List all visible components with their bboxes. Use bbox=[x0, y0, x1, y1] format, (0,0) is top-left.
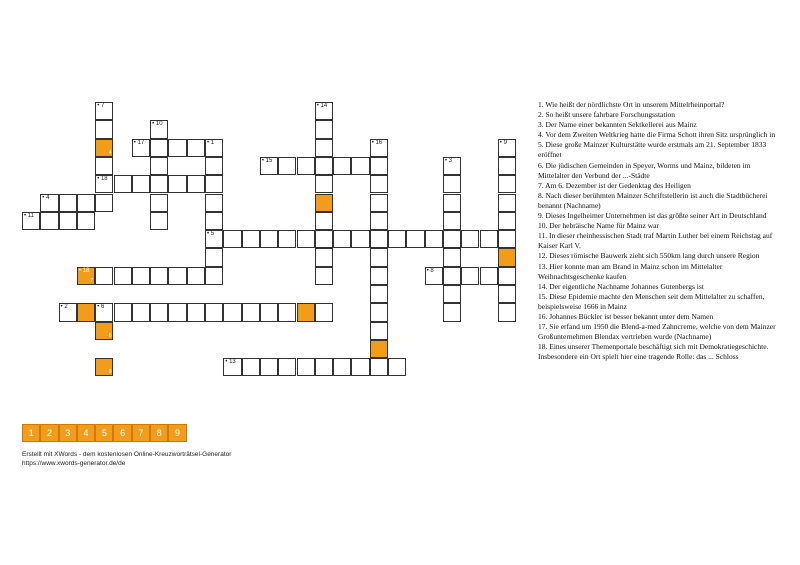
grid-cell[interactable] bbox=[370, 175, 388, 193]
grid-cell[interactable] bbox=[187, 175, 205, 193]
grid-cell[interactable] bbox=[150, 303, 168, 321]
grid-cell[interactable] bbox=[315, 212, 333, 230]
solution-box[interactable]: 3 bbox=[59, 424, 77, 442]
grid-cell[interactable] bbox=[498, 212, 516, 230]
clue-list bbox=[538, 100, 782, 362]
grid-cell[interactable] bbox=[315, 230, 333, 248]
grid-cell[interactable] bbox=[77, 194, 95, 212]
clue-text: 17. Sie erfand um 1950 die Blend-a-med Zahncreme, welche von dem Mainzer Großunternehmen Blendax vertrieben wurde (Nachname) bbox=[538, 322, 776, 342]
solution-cell[interactable] bbox=[77, 303, 95, 321]
grid-cell[interactable] bbox=[315, 139, 333, 157]
grid-cell[interactable] bbox=[260, 230, 278, 248]
grid-cell[interactable] bbox=[370, 322, 388, 340]
grid-cell[interactable] bbox=[205, 139, 223, 157]
grid-cell[interactable] bbox=[370, 303, 388, 321]
solution-box[interactable]: 6 bbox=[113, 424, 131, 442]
clue-number: • 5 bbox=[207, 231, 215, 238]
clue-number: • 13 bbox=[225, 359, 236, 366]
grid-cell[interactable] bbox=[333, 157, 351, 175]
grid-cell[interactable] bbox=[315, 267, 333, 285]
grid-cell[interactable] bbox=[150, 120, 168, 138]
grid-cell[interactable] bbox=[223, 303, 241, 321]
grid-cell[interactable] bbox=[187, 303, 205, 321]
grid-cell[interactable] bbox=[498, 230, 516, 248]
grid-cell[interactable] bbox=[278, 358, 296, 376]
grid-cell[interactable] bbox=[443, 194, 461, 212]
clue-number: • 1 bbox=[207, 139, 215, 146]
grid-cell[interactable] bbox=[150, 139, 168, 157]
grid-cell[interactable] bbox=[95, 120, 113, 138]
grid-cell[interactable] bbox=[59, 212, 77, 230]
solution-cell[interactable] bbox=[77, 267, 95, 285]
clue-text: 16. Johannes Bückler ist besser bekannt unter dem Namen bbox=[538, 311, 714, 321]
solution-index: 7 bbox=[90, 277, 94, 284]
grid-cell[interactable] bbox=[150, 212, 168, 230]
grid-cell[interactable] bbox=[223, 230, 241, 248]
grid-cell[interactable] bbox=[187, 267, 205, 285]
grid-cell[interactable] bbox=[22, 212, 40, 230]
clue-text: 15. Diese Epidemie machte den Menschen seit dem Mittelalter zu schaffen, beispielsweise 1666 in Mainz bbox=[538, 291, 765, 311]
solution-box[interactable]: 1 bbox=[22, 424, 40, 442]
grid-cell[interactable] bbox=[388, 230, 406, 248]
clue-text: 12. Dieses römische Bauwerk zieht sich 550km lang durch unsere Region bbox=[538, 251, 760, 261]
grid-cell[interactable] bbox=[370, 139, 388, 157]
solution-cell[interactable] bbox=[297, 303, 315, 321]
grid-cell[interactable] bbox=[59, 194, 77, 212]
grid-cell[interactable] bbox=[278, 157, 296, 175]
grid-cell[interactable] bbox=[205, 157, 223, 175]
grid-cell[interactable] bbox=[114, 303, 132, 321]
grid-cell[interactable] bbox=[205, 230, 223, 248]
grid-cell[interactable] bbox=[260, 303, 278, 321]
solution-box[interactable]: 7 bbox=[132, 424, 150, 442]
clue-text: 8. Nach dieser berühmten Mainzer Schriftstellerin ist auch die Stadtbücherei benannt (Nachname) bbox=[538, 190, 768, 210]
clue-text: 2. So heißt unsere fahrbare Forschungsstation bbox=[538, 110, 676, 120]
solution-cell[interactable] bbox=[315, 194, 333, 212]
grid-cell[interactable] bbox=[370, 212, 388, 230]
grid-cell[interactable] bbox=[168, 267, 186, 285]
grid-cell[interactable] bbox=[406, 230, 424, 248]
clue-number: • 7 bbox=[97, 103, 105, 109]
grid-cell[interactable] bbox=[150, 175, 168, 193]
grid-cell[interactable] bbox=[443, 157, 461, 175]
grid-cell[interactable] bbox=[370, 230, 388, 248]
grid-cell[interactable] bbox=[242, 230, 260, 248]
grid-cell[interactable] bbox=[333, 230, 351, 248]
clue-text: 14. Der eigentliche Nachname Johannes Gutenbergs ist bbox=[538, 281, 704, 291]
clue-text: 1. Wie heißt der nördlichste Ort in unserem Mittelrheinportal? bbox=[538, 100, 725, 109]
grid-cell[interactable] bbox=[223, 358, 241, 376]
clue-number: • 9 bbox=[499, 139, 507, 146]
grid-cell[interactable] bbox=[187, 139, 205, 157]
grid-cell[interactable] bbox=[297, 358, 315, 376]
clue-number: • 18 bbox=[97, 176, 108, 183]
solution-cell[interactable] bbox=[498, 248, 516, 266]
grid-cell[interactable] bbox=[132, 139, 150, 157]
clue-text: 11. In dieser rheinhessischen Stadt traf Martin Luther bei einem Reichstag auf Kaiser Karl V. bbox=[538, 231, 773, 251]
grid-cell[interactable] bbox=[498, 139, 516, 157]
solution-box[interactable]: 2 bbox=[40, 424, 58, 442]
clue-number: • 3 bbox=[444, 157, 452, 164]
grid-cell[interactable] bbox=[95, 157, 113, 175]
solution-index: 9 bbox=[108, 369, 112, 376]
grid-cell[interactable] bbox=[95, 175, 113, 193]
solution-cell[interactable] bbox=[95, 358, 113, 376]
grid-cell[interactable] bbox=[297, 230, 315, 248]
credit-line: Erstellt mit XWords - dem kostenlosen Online-Kreuzworträtsel-Generator bbox=[22, 451, 232, 458]
grid-cell[interactable] bbox=[443, 212, 461, 230]
clue-number: • 14 bbox=[316, 103, 328, 109]
grid-cell[interactable] bbox=[260, 358, 278, 376]
solution-row bbox=[22, 424, 187, 442]
clue-text: 6. Die jüdischen Gemeinden in Speyer, Worms und Mainz, bildeten im Mittelalter den Verbund der ...-Städte bbox=[538, 160, 751, 180]
grid-cell[interactable] bbox=[498, 157, 516, 175]
grid-cell[interactable] bbox=[278, 230, 296, 248]
solution-box[interactable]: 5 bbox=[95, 424, 113, 442]
clue-text: 18. Eines unserer Themenportale beschäftigt sich mit Demokratiegeschichte. Insbesondere ein Ort spielt hier eine tragende Rolle: das ... Schloss bbox=[538, 342, 769, 362]
grid-cell[interactable] bbox=[278, 303, 296, 321]
grid-cell[interactable] bbox=[480, 267, 498, 285]
grid-cell[interactable] bbox=[443, 230, 461, 248]
grid-cell[interactable] bbox=[205, 212, 223, 230]
grid-cell[interactable] bbox=[40, 194, 58, 212]
solution-cell[interactable] bbox=[95, 139, 113, 157]
grid-cell[interactable] bbox=[114, 267, 132, 285]
clue-text: 9. Dieses Ingelheimer Unternehmen ist das größte seiner Art in Deutschland bbox=[538, 211, 767, 221]
clue-text: 13. Hier konnte man am Brand in Mainz schon im Mittelalter Weihnachtsgeschenke kaufen bbox=[538, 261, 723, 281]
solution-box[interactable]: 4 bbox=[77, 424, 95, 442]
grid-cell[interactable] bbox=[425, 267, 443, 285]
grid-cell[interactable] bbox=[498, 267, 516, 285]
grid-cell[interactable] bbox=[370, 248, 388, 266]
grid-cell[interactable] bbox=[425, 230, 443, 248]
credit-url: https://www.xwords-generator.de/de bbox=[22, 460, 126, 467]
solution-box[interactable]: 9 bbox=[168, 424, 186, 442]
grid-cell[interactable] bbox=[168, 303, 186, 321]
grid-cell[interactable] bbox=[77, 212, 95, 230]
grid-cell[interactable] bbox=[443, 267, 461, 285]
credit bbox=[22, 450, 231, 468]
solution-cell[interactable] bbox=[370, 340, 388, 358]
grid-cell[interactable] bbox=[315, 358, 333, 376]
clue-number: • 8 bbox=[426, 267, 434, 274]
grid-cell[interactable] bbox=[315, 157, 333, 175]
grid-cell[interactable] bbox=[351, 358, 369, 376]
grid-cell[interactable] bbox=[315, 303, 333, 321]
clue-number: • 16 bbox=[371, 139, 383, 146]
grid-cell[interactable] bbox=[498, 175, 516, 193]
grid-cell[interactable] bbox=[480, 230, 498, 248]
grid-cell[interactable] bbox=[443, 285, 461, 303]
grid-cell[interactable] bbox=[132, 267, 150, 285]
grid-cell[interactable] bbox=[498, 285, 516, 303]
grid-cell[interactable] bbox=[205, 267, 223, 285]
clue-text: 4. Vor dem Zweiten Weltkrieg hatte die Firma Schott ihren Sitz ursprünglich in bbox=[538, 130, 776, 140]
grid-cell[interactable] bbox=[150, 267, 168, 285]
grid-cell[interactable] bbox=[95, 194, 113, 212]
clue-number: • 6 bbox=[97, 304, 105, 311]
grid-cell[interactable] bbox=[132, 303, 150, 321]
grid-cell[interactable] bbox=[205, 303, 223, 321]
grid-cell[interactable] bbox=[461, 267, 479, 285]
grid-cell[interactable] bbox=[205, 194, 223, 212]
grid-cell[interactable] bbox=[370, 267, 388, 285]
grid-cell[interactable] bbox=[351, 157, 369, 175]
clue-number: • 11 bbox=[24, 212, 34, 219]
grid-cell[interactable] bbox=[333, 358, 351, 376]
grid-cell[interactable] bbox=[461, 230, 479, 248]
clue-text: 7. Am 6. Dezember ist der Gedenktag des Heiligen bbox=[538, 180, 691, 190]
grid-cell[interactable] bbox=[315, 175, 333, 193]
grid-cell[interactable] bbox=[388, 358, 406, 376]
grid-cell[interactable] bbox=[370, 157, 388, 175]
clue-number: • 2 bbox=[60, 304, 68, 311]
grid-cell[interactable] bbox=[443, 175, 461, 193]
grid-cell[interactable] bbox=[351, 230, 369, 248]
grid-cell[interactable] bbox=[59, 303, 77, 321]
solution-cell[interactable] bbox=[95, 322, 113, 340]
grid-cell[interactable] bbox=[168, 175, 186, 193]
grid-cell[interactable] bbox=[132, 175, 150, 193]
grid-cell[interactable] bbox=[205, 248, 223, 266]
grid-cell[interactable] bbox=[95, 303, 113, 321]
clue-text: 5. Diese große Mainzer Kulturstätte wurde erstmals am 21. September 1833 eröffnet bbox=[538, 140, 767, 160]
solution-index: 4 bbox=[108, 149, 112, 156]
clue-text: 10. Der hebräische Name für Mainz war bbox=[538, 221, 659, 231]
clue-number: • 17 bbox=[133, 139, 145, 146]
grid-cell[interactable] bbox=[498, 194, 516, 212]
clue-number: • 10 bbox=[152, 121, 163, 128]
grid-cell[interactable] bbox=[315, 102, 333, 120]
grid-cell[interactable] bbox=[242, 358, 260, 376]
grid-cell[interactable] bbox=[95, 267, 113, 285]
grid-cell[interactable] bbox=[150, 157, 168, 175]
grid-cell[interactable] bbox=[150, 194, 168, 212]
grid-cell[interactable] bbox=[260, 157, 278, 175]
grid-cell[interactable] bbox=[370, 194, 388, 212]
grid-cell[interactable] bbox=[114, 175, 132, 193]
clue-text: 3. Der Name einer bekannten Sektkellerei aus Mainz bbox=[538, 120, 697, 130]
grid-cell[interactable] bbox=[315, 120, 333, 138]
grid-cell[interactable] bbox=[40, 212, 58, 230]
clue-number: • 18 bbox=[78, 267, 90, 274]
grid-cell[interactable] bbox=[205, 175, 223, 193]
clue-number: • 4 bbox=[42, 194, 50, 201]
grid-cell[interactable] bbox=[498, 303, 516, 321]
grid-cell[interactable] bbox=[315, 248, 333, 266]
grid-cell[interactable] bbox=[95, 102, 113, 120]
grid-cell[interactable] bbox=[242, 303, 260, 321]
grid-cell[interactable] bbox=[370, 358, 388, 376]
grid-cell[interactable] bbox=[443, 303, 461, 321]
grid-cell[interactable] bbox=[443, 248, 461, 266]
solution-index: 6 bbox=[108, 332, 112, 339]
grid-cell[interactable] bbox=[168, 139, 186, 157]
clue-number: • 15 bbox=[261, 157, 273, 164]
grid-cell[interactable] bbox=[297, 157, 315, 175]
solution-box[interactable]: 8 bbox=[150, 424, 168, 442]
grid-cell[interactable] bbox=[370, 285, 388, 303]
